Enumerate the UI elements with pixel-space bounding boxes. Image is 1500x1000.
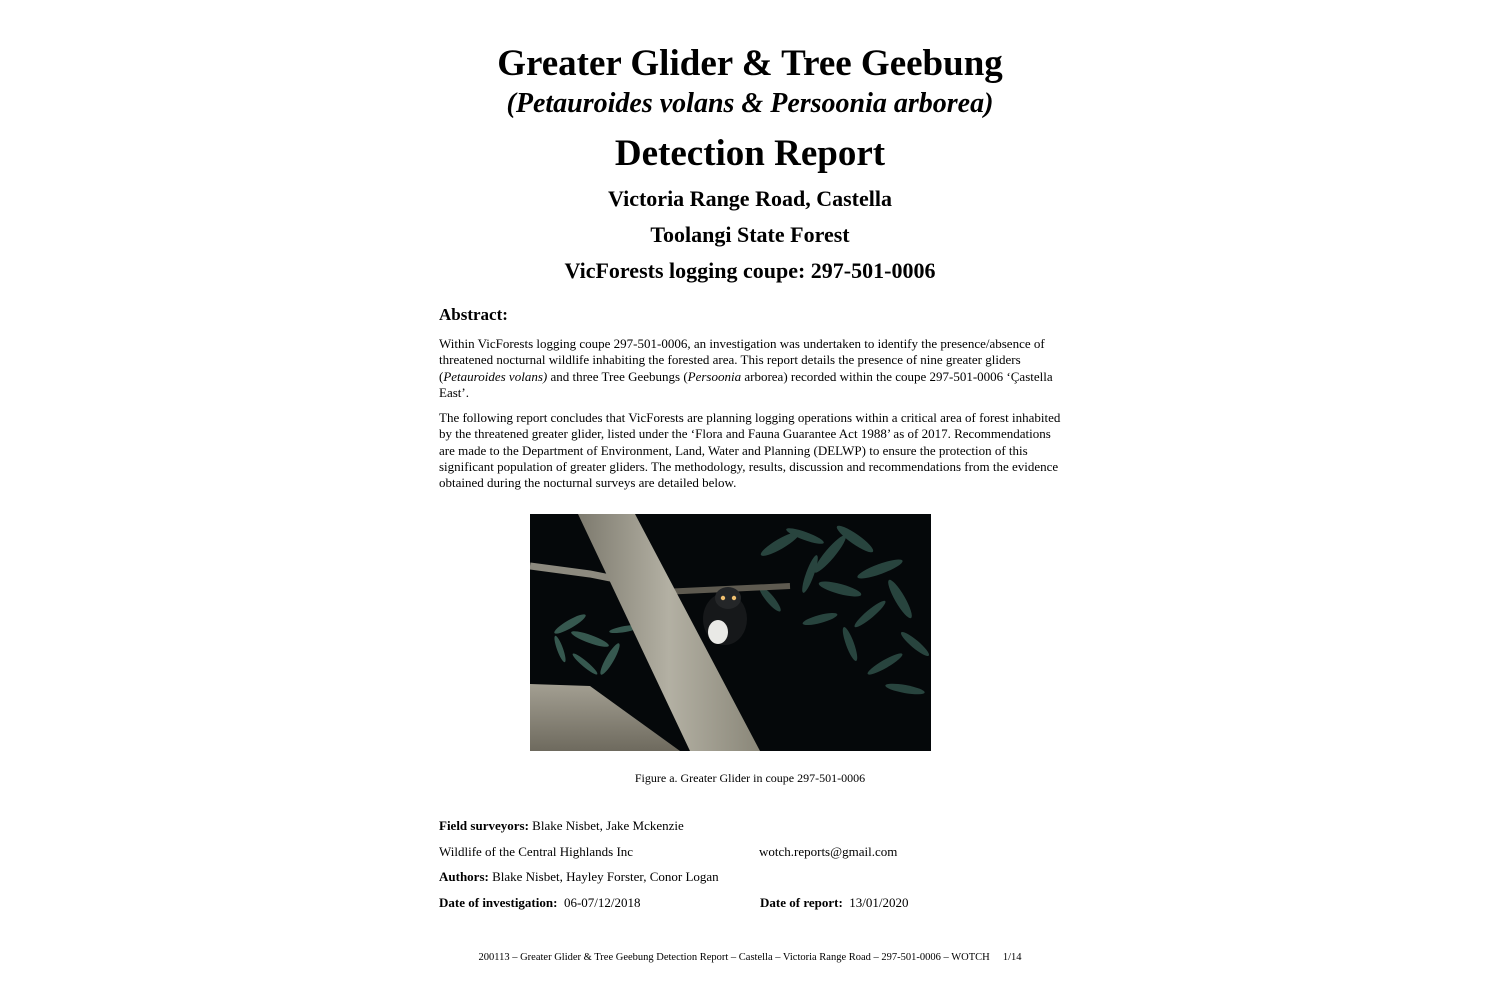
abstract-paragraph-2: The following report concludes that VicForests are planning logging operations within a critical area of forest inhabited by the threatened greater glider, listed under the ‘Flora and Fauna Guarantee Act 1988’ as of 2017. Recommendations are made to the Department of Environment, Land, Water and Planning (DELWP) to ensure the protection of this significant population of greater gliders. The methodology, results, discussion and recommendations from the evidence obtained during the nocturnal surveys are detailed below. bbox=[439, 410, 1061, 491]
page-footer: 200113 – Greater Glider & Tree Geebung Detection Report – Castella – Victoria Range Road – 297-501-0006 – WOTCH 1/14 bbox=[478, 952, 1022, 963]
location-forest: Toolangi State Forest bbox=[650, 222, 850, 247]
field-surveyors-value: Blake Nisbet, Jake Mckenzie bbox=[528, 818, 684, 833]
investigation-label: Date of investigation: bbox=[439, 895, 558, 910]
authors bbox=[439, 869, 719, 885]
date-of-report bbox=[760, 895, 909, 911]
report-date-value: 13/01/2020 bbox=[842, 895, 909, 910]
field-surveyors bbox=[439, 818, 684, 834]
greater-glider-photo bbox=[530, 514, 931, 751]
abstract-p1-text-a: Within VicForests logging coupe 297-501-0006, an investigation was undertaken to identify the presence/absence of threatened nocturnal wildlife inhabiting the forested area. This report details the presence of nine greater gliders ( bbox=[439, 336, 1045, 384]
report-date-label: Date of report: bbox=[760, 895, 843, 910]
authors-label: Authors: bbox=[439, 869, 489, 884]
authors-value: Blake Nisbet, Hayley Forster, Conor Logan bbox=[488, 869, 719, 884]
abstract-p1-species-persoonia: Persoonia bbox=[687, 368, 742, 384]
investigation-date: 06-07/12/2018 bbox=[557, 895, 641, 910]
abstract-heading: Abstract: bbox=[439, 305, 508, 324]
location-road: Victoria Range Road, Castella bbox=[608, 186, 892, 211]
date-of-investigation bbox=[439, 895, 641, 911]
report-title: Detection Report bbox=[614, 133, 886, 174]
figure-photo bbox=[530, 514, 931, 751]
contact-email[interactable]: wotch.reports@gmail.com bbox=[759, 844, 898, 859]
coupe-heading: VicForests logging coupe: 297-501-0006 bbox=[564, 258, 936, 283]
abstract-p1-text-e: arborea) recorded within the coupe 297-501-0006 ‘Çastella East’. bbox=[439, 368, 1053, 400]
document-subtitle: (Petauroides volans & Persoonia arborea) bbox=[506, 88, 994, 119]
organisation-name: Wildlife of the Central Highlands Inc bbox=[439, 844, 634, 859]
abstract-p1-text-c: and three Tree Geebungs ( bbox=[547, 368, 688, 384]
figure-caption: Figure a. Greater Glider in coupe 297-501-0006 bbox=[634, 771, 866, 785]
abstract-paragraph-1 bbox=[439, 336, 1064, 401]
document-title: Greater Glider & Tree Geebung bbox=[497, 43, 1003, 84]
abstract-p1-species-glider: Petauroides volans) bbox=[443, 368, 548, 384]
field-surveyors-label: Field surveyors: bbox=[439, 818, 529, 833]
